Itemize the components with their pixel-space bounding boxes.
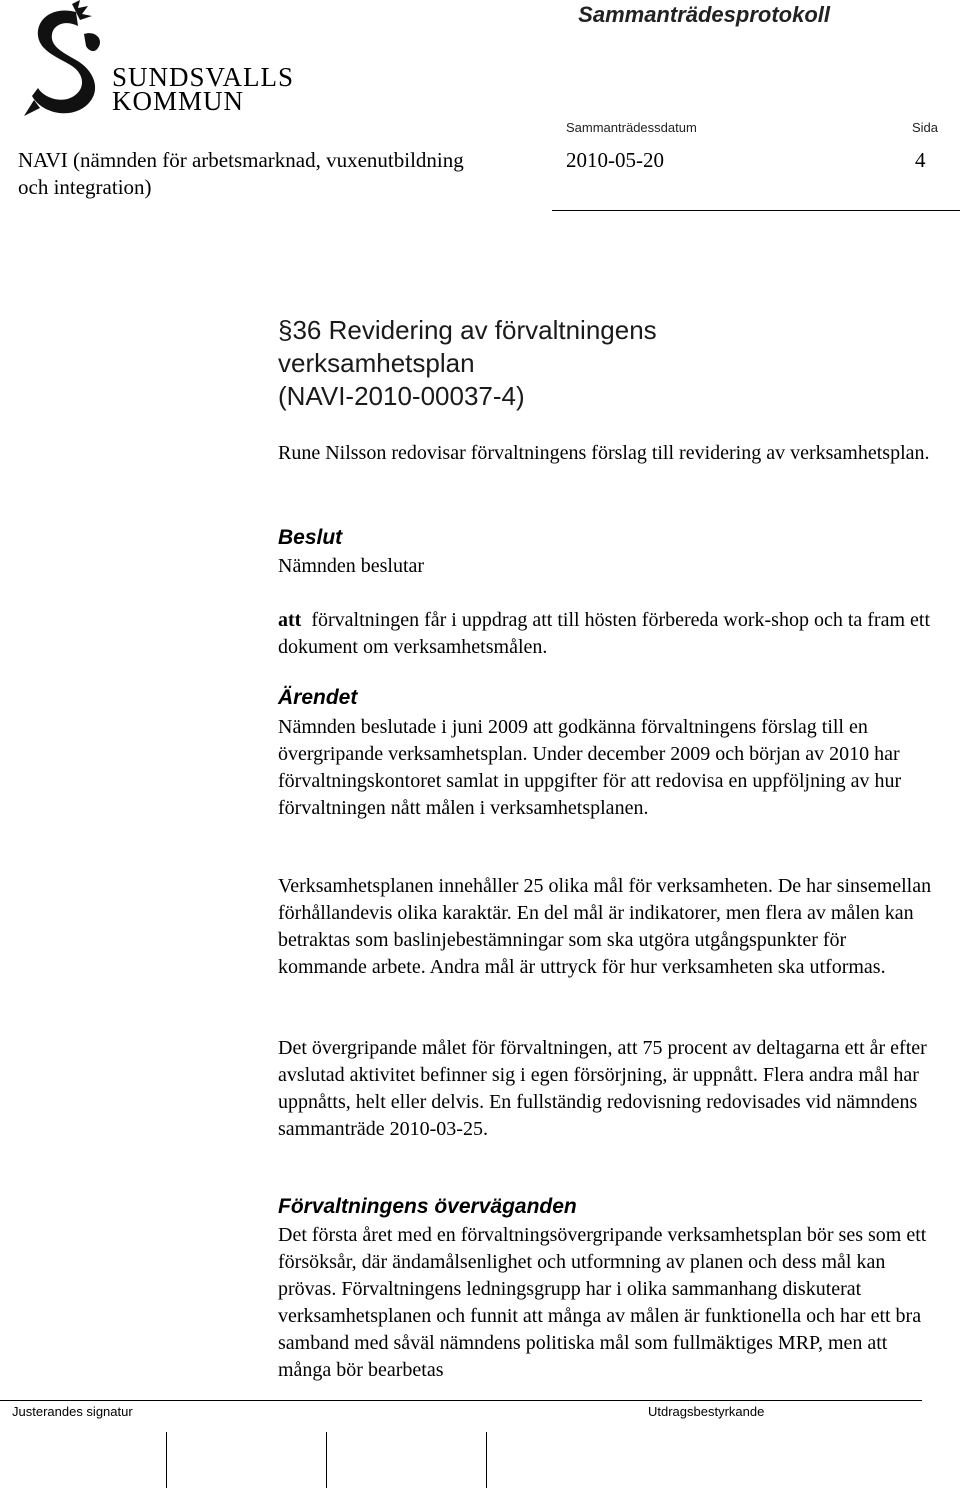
signature-box-divider [486,1432,487,1488]
sundsvall-dragon-s-logo-icon [24,0,100,116]
att-label: att [278,609,302,631]
logo-line2: KOMMUN [112,86,245,116]
section-title [278,314,898,413]
footer-divider [0,1400,922,1401]
section-title-line2: verksamhetsplan [278,348,475,378]
document-type: Sammanträdesprotokoll [578,2,830,27]
overvaganden-heading: Förvaltningens överväganden [278,1195,577,1218]
overvaganden-paragraph: Det första året med en förvaltningsövergripande verksamhetsplan bör ses som ett försöksår, där ändamålsenlighet och utformning av planen och dess mål kan prövas. Förvaltningens ledningsgrupp har i olika sammanhang diskuterat verksamhetsplanen och funnit att många av målen är funktionella och har ett bra samband med såväl nämndens politiska mål som fullmäktiges MRP, men att många bör bearbetas [278,1224,927,1381]
signature-label: Justerandes signatur [12,1404,133,1419]
beslut-text: Nämnden beslutar [278,555,425,577]
page-number: 4 [915,148,926,172]
section-title-line1: §36 Revidering av förvaltningens [278,315,657,345]
organization-name-cont: och integration) [18,175,152,199]
arendet-paragraph-1: Nämnden beslutade i juni 2009 att godkänna förvaltningens förslag till en övergripande verksamhetsplan. Under december 2009 och början av 2010 har förvaltningskontoret samlat in uppgifter för att redovisa en uppföljning av hur förvaltningen nått målen i verksamhetsplanen. [278,716,902,819]
intro-paragraph: Rune Nilsson redovisar förvaltningens förslag till revidering av verksamhetsplan. [278,442,930,464]
arendet-paragraph-3: Det övergripande målet för förvaltningen, att 75 procent av deltagarna ett år efter avslutad aktivitet befinner sig i egen försörjning, är uppnått. Flera andra mål har uppnåtts, helt eller delvis. En fullständig redovisning redovisades vid nämndens sammanträde 2010-03-25. [278,1037,927,1140]
header-divider [552,210,960,211]
extract-certification-label: Utdragsbestyrkande [648,1404,765,1419]
att-clause [278,607,938,661]
organization-name: NAVI (nämnden för arbetsmarknad, vuxenutbildning [18,148,464,172]
page-label: Sida [912,120,939,135]
logo-line1: SUNDSVALLS [112,62,295,92]
arendet-paragraph-2: Verksamhetsplanen innehåller 25 olika mål för verksamheten. De har sinsemellan förhållandevis olika karaktär. En del mål är indikatorer, men flera av målen kan betraktas som baslinjebestämningar som ska utgöra utgångspunkter för kommande arbete. Andra mål är uttryck för hur verksamheten ska utformas. [278,875,932,978]
sundsvall-logo [14,0,295,122]
date-label: Sammanträdessdatum [566,120,697,135]
meeting-date: 2010-05-20 [566,148,664,172]
arendet-heading: Ärendet [278,686,358,709]
case-number: (NAVI-2010-00037-4) [278,381,525,411]
signature-box-divider [326,1432,327,1488]
att-text: förvaltningen får i uppdrag att till hösten förbereda work-shop och ta fram ett dokument om verksamhetsmålen. [278,609,931,658]
beslut-heading: Beslut [278,526,343,549]
signature-box-divider [166,1432,167,1488]
